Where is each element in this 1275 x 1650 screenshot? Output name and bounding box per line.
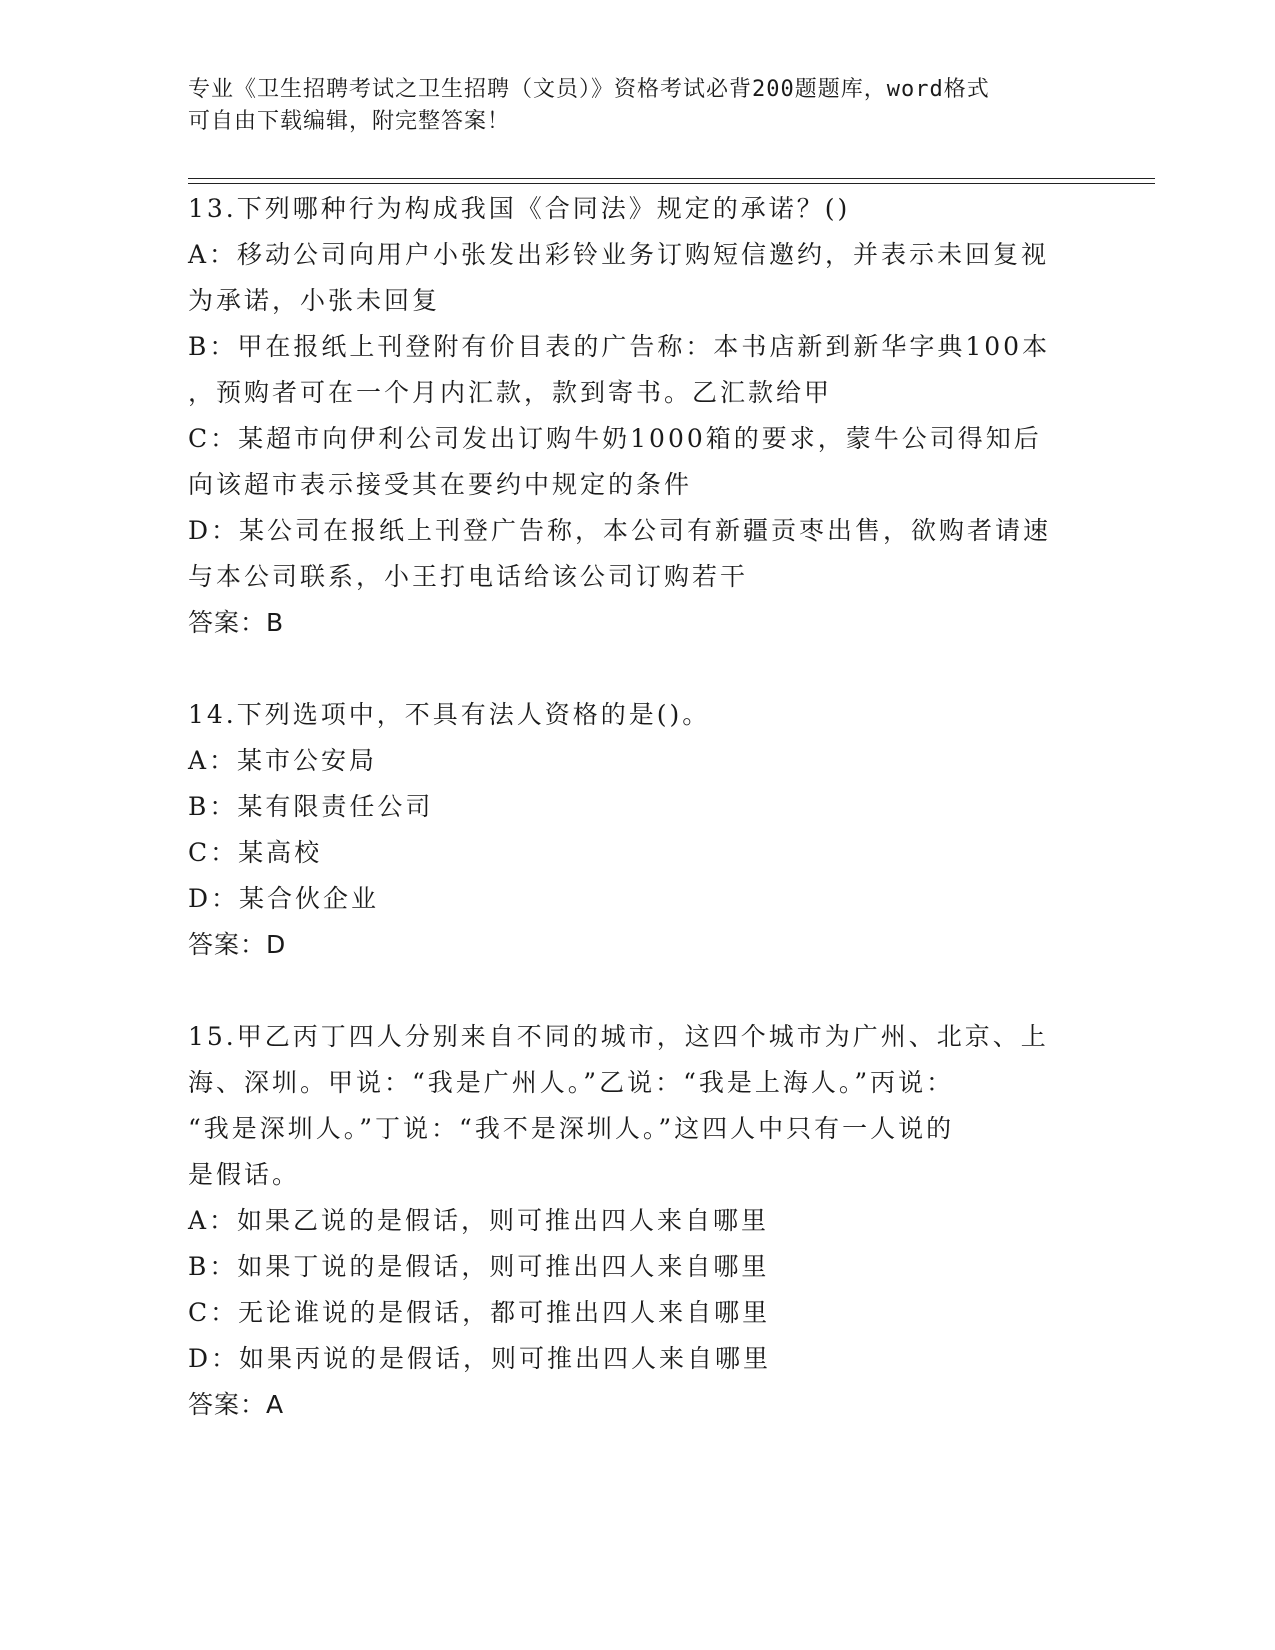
question-stem-cont: 海、深圳。甲说：“我是广州人。”乙说：“我是上海人。”丙说： <box>188 1068 955 1097</box>
option-b-cont: ，预购者可在一个月内汇款，款到寄书。乙汇款给甲 <box>188 378 833 407</box>
question-stem-cont: “我是深圳人。”丁说：“我不是深圳人。”这四人中只有一人说的 <box>188 1114 955 1143</box>
question-stem: 13.下列哪种行为构成我国《合同法》规定的承诺？() <box>188 194 851 223</box>
question-stem-cont: 是假话。 <box>188 1160 301 1189</box>
question-13 <box>188 186 1088 646</box>
option-a-cont: 为承诺，小张未回复 <box>188 286 441 315</box>
spacer <box>188 646 1088 692</box>
option-c: C：某高校 <box>188 838 323 867</box>
option-c: C：无论谁说的是假话，都可推出四人来自哪里 <box>188 1298 771 1327</box>
question-list <box>188 186 1088 1428</box>
option-b: B：某有限责任公司 <box>188 792 434 821</box>
header-divider <box>188 183 1155 184</box>
spacer <box>188 968 1088 1014</box>
option-d: D：某合伙企业 <box>188 884 380 913</box>
answer: 答案：A <box>188 1390 285 1419</box>
option-c: C：某超市向伊利公司发出订购牛奶1000箱的要求，蒙牛公司得知后 <box>188 424 1042 453</box>
question-14 <box>188 692 1088 968</box>
document-header <box>188 74 1088 138</box>
question-15 <box>188 1014 1088 1428</box>
question-stem: 15.甲乙丙丁四人分别来自不同的城市，这四个城市为广州、北京、上 <box>188 1022 1049 1051</box>
header-divider <box>188 178 1155 179</box>
header-line: 专业《卫生招聘考试之卫生招聘（文员）》资格考试必背200题题库，word格式 <box>188 77 990 102</box>
option-a: A：如果乙说的是假话，则可推出四人来自哪里 <box>188 1206 770 1235</box>
option-b: B：甲在报纸上刊登附有价目表的广告称：本书店新到新华字典100本 <box>188 332 1051 361</box>
option-a: A：移动公司向用户小张发出彩铃业务订购短信邀约，并表示未回复视 <box>188 240 1050 269</box>
answer: 答案：B <box>188 608 285 637</box>
option-d-cont: 与本公司联系，小王打电话给该公司订购若干 <box>188 562 749 591</box>
question-stem: 14.下列选项中，不具有法人资格的是()。 <box>188 700 711 729</box>
option-c-cont: 向该超市表示接受其在要约中规定的条件 <box>188 470 693 499</box>
header-line: 可自由下载编辑，附完整答案！ <box>188 109 511 134</box>
option-b: B：如果丁说的是假话，则可推出四人来自哪里 <box>188 1252 770 1281</box>
option-d: D：某公司在报纸上刊登广告称，本公司有新疆贡枣出售，欲购者请速 <box>188 516 1052 545</box>
option-d: D：如果丙说的是假话，则可推出四人来自哪里 <box>188 1344 772 1373</box>
answer: 答案：D <box>188 930 287 959</box>
option-a: A：某市公安局 <box>188 746 378 775</box>
